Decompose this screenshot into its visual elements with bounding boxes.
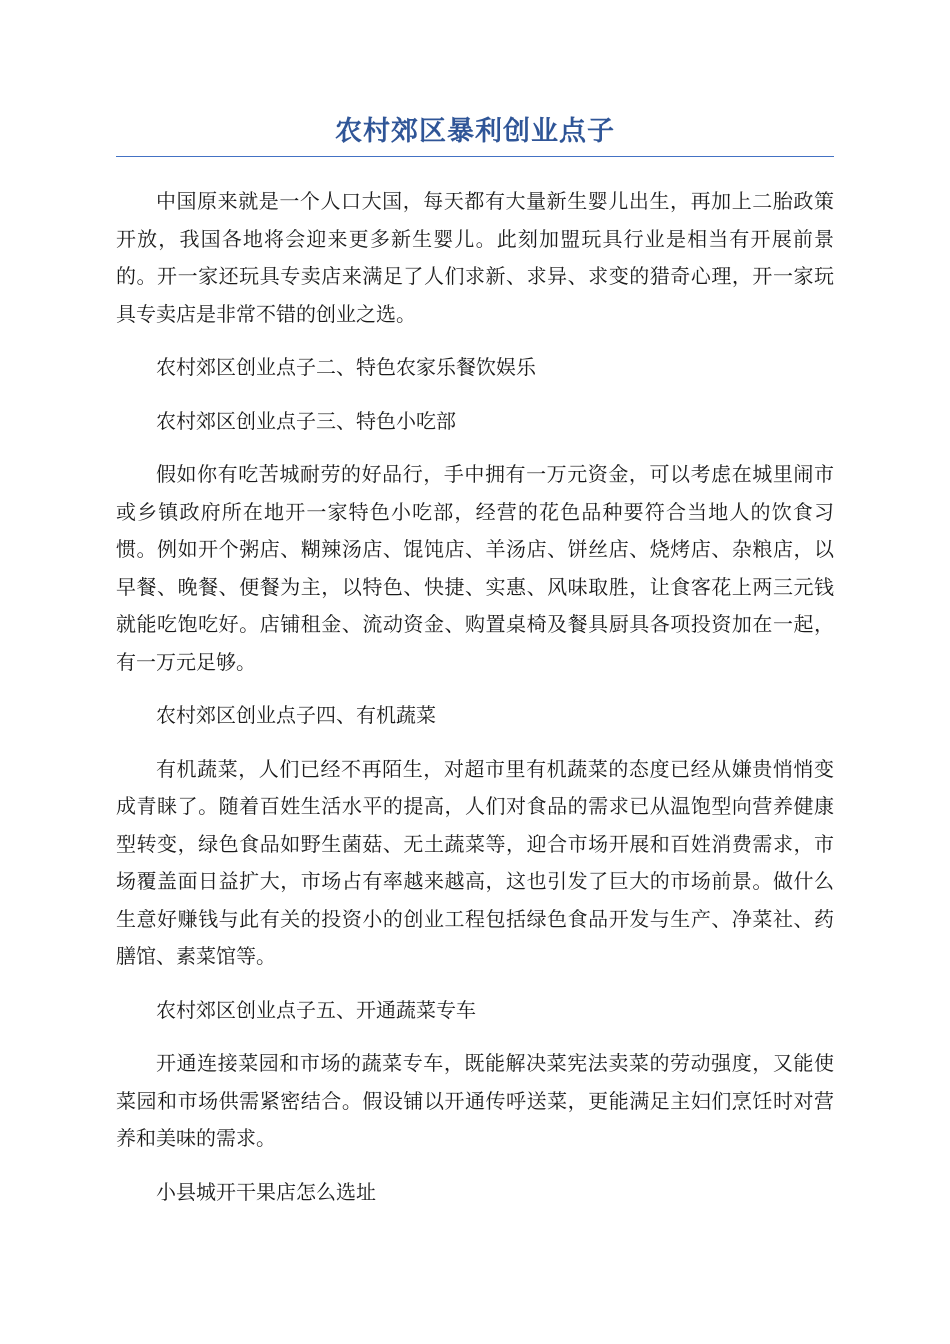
paragraph-organic-vegetables: 有机蔬菜，人们已经不再陌生，对超市里有机蔬菜的态度已经从嫌贵悄悄变成青睐了。随着百姓生活水平的提高，人们对食品的需求已从温饱型向营养健康型转变，绿色食品如野生菌菇、无土蔬菜等，迎合市场开展和百姓消费需求，市场覆盖面日益扩大，市场占有率越来越高，这也引发了巨大的市场前景。做什么生意好赚钱与此有关的投资小的创业工程包括绿色食品开发与生产、净菜社、药膳馆、素菜馆等。 [116, 756, 834, 968]
paragraph-vegetable-bus: 开通连接菜园和市场的蔬菜专车，既能解决菜宪法卖菜的劳动强度，又能使菜园和市场供需紧密结合。假设铺以开通传呼送菜，更能满足主妇们烹饪时对营养和美味的需求。 [116, 1051, 834, 1150]
section-heading-5: 农村郊区创业点子五、开通蔬菜专车 [156, 997, 476, 1022]
document-body [116, 183, 834, 1211]
section-heading-4: 农村郊区创业点子四、有机蔬菜 [156, 703, 436, 727]
section-heading-2: 农村郊区创业点子二、特色农家乐餐饮娱乐 [156, 355, 536, 379]
paragraph-snack-shop: 假如你有吃苦城耐劳的好品行，手中拥有一万元资金，可以考虑在城里闹市或乡镇政府所在地开一家特色小吃部，经营的花色品种要符合当地人的饮食习惯。例如开个粥店、糊辣汤店、馄饨店、羊汤店、饼丝店、烧烤店、杂粮店，以早餐、晚餐、便餐为主，以特色、快捷、实惠、风味取胜，让食客花上两三元钱就能吃饱吃好。店铺租金、流动资金、购置桌椅及餐具厨具各项投资加在一起，有一万元足够。 [116, 462, 834, 674]
section-heading-3: 农村郊区创业点子三、特色小吃部 [156, 408, 456, 433]
document-title: 农村郊区暴利创业点子 [116, 112, 834, 157]
section-heading-dried-fruit: 小县城开干果店怎么选址 [156, 1179, 376, 1204]
paragraph-intro: 中国原来就是一个人口大国，每天都有大量新生婴儿出生，再加上二胎政策开放，我国各地将会迎来更多新生婴儿。此刻加盟玩具行业是相当有开展前景的。开一家还玩具专卖店来满足了人们求新、求异、求变的猎奇心理，开一家玩具专卖店是非常不错的创业之选。 [116, 189, 834, 326]
